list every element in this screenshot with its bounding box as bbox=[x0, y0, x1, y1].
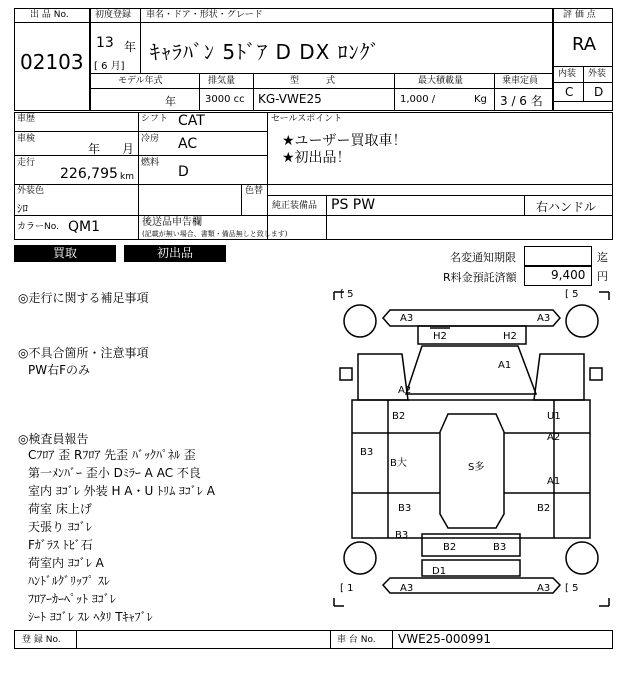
inspector-line-6: Fｶﾞﾗｽ ﾄﾋﾞ石 bbox=[28, 538, 93, 552]
sales-point-2: ★初出品！ bbox=[282, 150, 351, 166]
inspector-title: ◎検査員報告 bbox=[18, 432, 89, 446]
exterior-grade: D bbox=[594, 85, 604, 99]
inspector-line-5: 天張り ﾖｺﾞﾚ bbox=[28, 520, 92, 534]
recycle-value: 9,400 bbox=[551, 268, 586, 282]
ext-color-label: 外装色 bbox=[17, 186, 45, 196]
mark-bottom-a3-right: A3 bbox=[537, 583, 551, 594]
inspection-label: 車検 bbox=[17, 134, 36, 144]
mark-b2-bottom-left: B2 bbox=[443, 542, 457, 553]
car-name-label: 車名・ドア・形状・グレード bbox=[146, 10, 263, 20]
exterior-label: 外装 bbox=[588, 69, 607, 79]
diagram-corner-bl: [ 1 bbox=[340, 583, 354, 594]
equipment-label: 純正装備品 bbox=[272, 201, 318, 211]
interior-label: 内装 bbox=[558, 69, 577, 79]
color-no-label: カラーNo. bbox=[17, 222, 59, 232]
mark-b2-left: B2 bbox=[392, 411, 406, 422]
recycle-unit: 円 bbox=[597, 270, 608, 283]
max-load-unit: Kg bbox=[474, 94, 487, 105]
score-label: 評 価 点 bbox=[563, 10, 596, 20]
first-reg-label: 初度登録 bbox=[95, 10, 132, 20]
inspector-line-4: 荷室 床上げ bbox=[28, 502, 92, 516]
mark-b3-left-rear: B3 bbox=[398, 503, 412, 514]
sales-point-label: セールスポイント bbox=[271, 114, 343, 124]
mark-b3-rear: B3 bbox=[395, 530, 409, 541]
inspector-line-1: Cﾌﾛｱ 歪 Rﾌﾛｱ 先歪 ﾊﾞｯｸﾊﾟﾈﾙ 歪 bbox=[28, 448, 196, 462]
fuel-label: 燃料 bbox=[141, 158, 160, 168]
color-no-value: QM1 bbox=[68, 219, 101, 235]
mark-a1-front: A1 bbox=[498, 360, 512, 371]
footer-box bbox=[14, 630, 613, 649]
mark-b3-left-side: B3 bbox=[360, 447, 374, 458]
lot-label: 出 品 No. bbox=[30, 10, 69, 20]
name-change-box bbox=[524, 246, 592, 266]
mark-b2-right-rear: B2 bbox=[537, 503, 551, 514]
capacity-value: 3 / 6 名 bbox=[500, 94, 543, 108]
sales-point-1: ★ユーザー買取車！ bbox=[282, 133, 407, 149]
max-load-value: 1,000 / bbox=[400, 94, 436, 105]
ext-color-value: ｼﾛ bbox=[17, 202, 28, 215]
recycle-label: R料金預託済額 bbox=[443, 271, 517, 284]
type-label: 型 式 bbox=[290, 76, 336, 86]
defects-title: ◎不具合箇所・注意事項 bbox=[18, 346, 149, 360]
mark-b3-bottom-right: B3 bbox=[493, 542, 507, 553]
chassis-number: VWE25-000991 bbox=[398, 632, 492, 646]
mark-a2-left-front: A2 bbox=[398, 385, 412, 396]
inspector-line-10: ｼｰﾄ ﾖｺﾞﾚ ｽﾚ ﾍﾀﾘ Tｷｬﾌﾞﾚ bbox=[28, 610, 153, 624]
reg-year-unit: 年 bbox=[124, 40, 137, 54]
first-listing-badge: 初出品 bbox=[124, 245, 226, 262]
history-label: 車歴 bbox=[17, 114, 36, 124]
diagram-corner-br: [ 5 bbox=[565, 583, 579, 594]
mark-d1-bottom: D1 bbox=[432, 566, 447, 577]
inspection-year-unit: 年 bbox=[88, 142, 101, 156]
model-year-label: モデル年式 bbox=[118, 76, 163, 86]
inspector-line-9: ﾌﾛｱｰｶｰﾍﾟｯﾄ ﾖｺﾞﾚ bbox=[28, 592, 116, 606]
mark-u1-right: U1 bbox=[547, 411, 561, 422]
defect-line-1: PW右Fのみ bbox=[28, 363, 91, 377]
reg-month: [ 6 月] bbox=[94, 61, 125, 72]
model-year-unit: 年 bbox=[165, 95, 176, 108]
handle-value: 右ハンドル bbox=[536, 200, 597, 214]
mileage-unit: km bbox=[120, 172, 134, 182]
mark-top-a3-left: A3 bbox=[400, 313, 414, 324]
mark-bottom-a3-left: A3 bbox=[400, 583, 414, 594]
mark-a2-right: A2 bbox=[547, 432, 561, 443]
diagram-corner-tr: [ 5 bbox=[565, 289, 579, 300]
mark-a1-right: A1 bbox=[547, 476, 561, 487]
mark-top-h2-left: H2 bbox=[433, 331, 447, 342]
name-change-label: 名変通知期限 bbox=[450, 251, 516, 264]
inspector-line-3: 室内 ﾖｺﾞﾚ 外装 H A・U ﾄﾘﾑ ﾖｺﾞﾚ A bbox=[28, 484, 215, 498]
shift-label: シフト bbox=[141, 114, 169, 124]
inspector-line-8: ﾊﾝﾄﾞﾙｸﾞﾘｯﾌﾟ ｽﾚ bbox=[28, 574, 110, 588]
type-value: KG-VWE25 bbox=[258, 92, 322, 106]
mark-top-a3-right: A3 bbox=[537, 313, 551, 324]
name-change-unit: 迄 bbox=[597, 251, 608, 264]
mileage-label: 走行 bbox=[17, 158, 36, 168]
shift-value: CAT bbox=[178, 113, 205, 129]
mileage-value: 226,795 bbox=[60, 166, 118, 182]
capacity-label: 乗車定員 bbox=[502, 76, 539, 86]
displacement-label: 排気量 bbox=[208, 76, 236, 86]
equipment-value: PS PW bbox=[331, 197, 376, 213]
inspector-line-7: 荷室内 ﾖｺﾞﾚ A bbox=[28, 556, 104, 570]
mark-top-h2-right: H2 bbox=[503, 331, 517, 342]
chassis-label: 車 台 No. bbox=[337, 635, 376, 645]
aftermarket-label: 後送品申告欄 bbox=[142, 217, 202, 228]
diagram-corner-tl: [ 5 bbox=[340, 289, 354, 300]
displacement-value: 3000 cc bbox=[205, 94, 245, 105]
mark-s-many: S多 bbox=[468, 462, 485, 473]
ac-label: 冷房 bbox=[141, 134, 160, 144]
car-name: ｷｬﾗﾊﾞﾝ 5ﾄﾞｱ D DX ﾛﾝｸﾞ bbox=[150, 40, 381, 64]
color-change-label: 色替 bbox=[245, 186, 264, 196]
reg-year: 13 bbox=[96, 35, 114, 51]
ac-value: AC bbox=[178, 136, 198, 152]
supplement-title: ◎走行に関する補足事項 bbox=[18, 291, 149, 305]
fuel-value: D bbox=[178, 164, 189, 180]
inspector-line-2: 第一ﾒﾝﾊﾞｰ 歪小 Dﾐﾗｰ A AC 不良 bbox=[28, 466, 201, 480]
lot-number: 02103 bbox=[20, 50, 84, 74]
max-load-label: 最大積載量 bbox=[418, 76, 464, 86]
buyback-badge: 買取 bbox=[14, 245, 116, 262]
score-value: RA bbox=[572, 34, 597, 55]
inspection-month-unit: 月 bbox=[122, 142, 135, 156]
aftermarket-note: (記載が無い場合、書類・備品無しと致します) bbox=[142, 230, 288, 238]
reg-no-label: 登 録 No. bbox=[22, 635, 61, 645]
interior-grade: C bbox=[565, 85, 574, 99]
mark-b-large: B大 bbox=[390, 458, 407, 469]
